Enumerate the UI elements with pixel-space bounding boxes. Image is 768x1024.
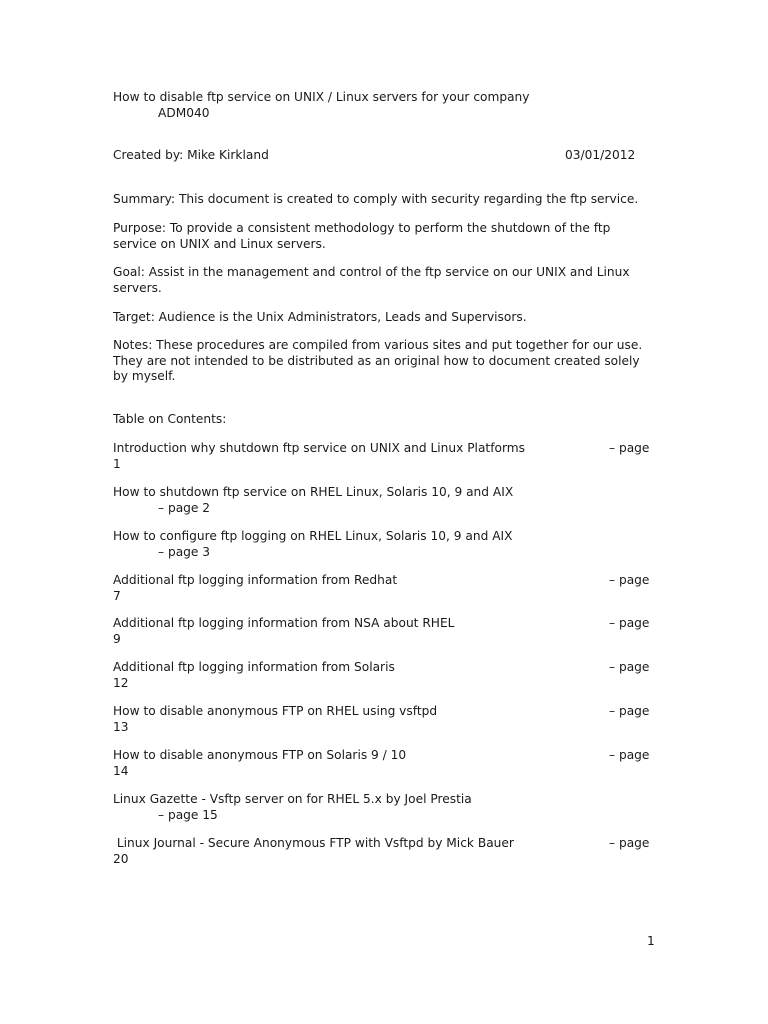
purpose-line-1: Purpose: To provide a consistent methodology to perform the shutdown of the ftp — [113, 221, 611, 235]
notes-paragraph — [113, 338, 658, 385]
toc-entry — [113, 836, 658, 867]
created-by-row — [113, 148, 658, 164]
toc-entry-page: – page 2 — [158, 500, 211, 515]
toc-entry-page-number: 1 — [113, 456, 121, 471]
created-date: 03/01/2012 — [565, 148, 636, 162]
toc-entry-page-number: 14 — [113, 763, 129, 778]
created-by: Created by: Mike Kirkland — [113, 148, 269, 162]
toc-entry-page-number: 9 — [113, 631, 121, 646]
toc-entry-title: How to disable anonymous FTP on Solaris 9 / 10 — [113, 748, 407, 762]
purpose-line-2: service on UNIX and Linux servers. — [113, 236, 326, 251]
summary-text: Summary: This document is created to comply with security regarding the ftp service. — [113, 192, 639, 206]
toc-entry — [113, 441, 658, 472]
toc-entry-title: How to shutdown ftp service on RHEL Linux, Solaris 10, 9 and AIX — [113, 485, 514, 499]
notes-line-3: by myself. — [113, 369, 176, 383]
toc-entry — [113, 660, 658, 691]
toc-entry-page-number: 12 — [113, 675, 129, 690]
toc-entry-page: – page 3 — [158, 544, 211, 559]
toc-entry-page-label: – page — [609, 573, 650, 587]
toc-heading: Table on Contents: — [113, 412, 227, 426]
toc-entry — [113, 792, 658, 823]
goal-paragraph — [113, 265, 658, 296]
target-text: Target: Audience is the Unix Administrators, Leads and Supervisors. — [113, 310, 527, 324]
toc-entry-title: Linux Gazette - Vsftp server on for RHEL 5.x by Joel Prestia — [113, 792, 472, 806]
document-title: How to disable ftp service on UNIX / Linux servers for your company — [113, 90, 530, 104]
target-paragraph — [113, 310, 658, 326]
notes-line-2: They are not intended to be distributed as an original how to document created solely — [113, 353, 640, 368]
toc-entry-title: How to configure ftp logging on RHEL Linux, Solaris 10, 9 and AIX — [113, 529, 513, 543]
toc-entry — [113, 573, 658, 604]
toc-entry-title: Linux Journal - Secure Anonymous FTP with Vsftpd by Mick Bauer — [113, 836, 514, 850]
toc-entry-page-label: – page — [609, 836, 650, 850]
purpose-paragraph — [113, 221, 658, 252]
toc-entry-page-number: 13 — [113, 719, 129, 734]
toc-entry — [113, 748, 658, 779]
toc-entry-page-number: 20 — [113, 851, 129, 866]
toc-entry — [113, 704, 658, 735]
toc-entry — [113, 616, 658, 647]
toc-entry-page-label: – page — [609, 441, 650, 455]
toc-entry-page-label: – page — [609, 660, 650, 674]
toc-entry-title: Additional ftp logging information from Redhat — [113, 573, 398, 587]
goal-line-1: Goal: Assist in the management and control of the ftp service on our UNIX and Linux — [113, 265, 630, 279]
toc-entry-title: How to disable anonymous FTP on RHEL using vsftpd — [113, 704, 438, 718]
toc-entry-page: – page 15 — [158, 807, 218, 822]
goal-line-2: servers. — [113, 280, 162, 295]
toc-entry-page-label: – page — [609, 704, 650, 718]
toc-entry-title: Introduction why shutdown ftp service on UNIX and Linux Platforms — [113, 441, 525, 455]
toc-entry-title: Additional ftp logging information from Solaris — [113, 660, 395, 674]
toc-entry-page-label: – page — [609, 748, 650, 762]
toc-entry-page-number: 7 — [113, 588, 121, 603]
document-header — [113, 90, 658, 121]
toc-entry — [113, 529, 658, 560]
toc-heading-block — [113, 412, 658, 428]
document-id: ADM040 — [158, 105, 210, 120]
toc-entry — [113, 485, 658, 516]
summary-paragraph — [113, 192, 658, 208]
toc-entry-title: Additional ftp logging information from NSA about RHEL — [113, 616, 455, 630]
toc-entry-page-label: – page — [609, 616, 650, 630]
page-number: 1 — [647, 934, 655, 948]
notes-line-1: Notes: These procedures are compiled from various sites and put together for our use. — [113, 338, 643, 352]
